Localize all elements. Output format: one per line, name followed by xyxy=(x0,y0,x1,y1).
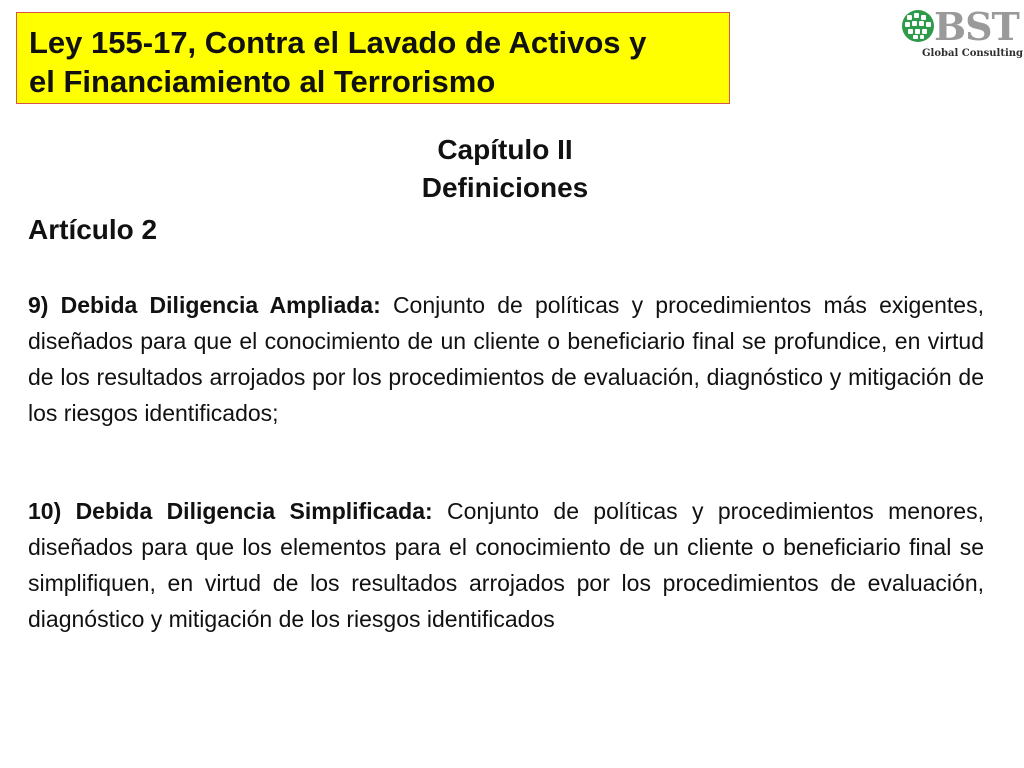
section-heading: Definiciones xyxy=(421,172,589,203)
definition-text: Conjunto de políticas y procedimientos más exigentes, diseñados para que el conocimiento de un cliente o beneficiario final se profundice, en virtud de los resultados arrojados por los procedimientos de evaluación, diagnóstico y mitigación de los riesgos identificados; xyxy=(28,292,984,426)
definition-paragraph xyxy=(28,493,984,637)
logo-brand-text: BST xyxy=(934,4,1019,49)
logo-tagline: Global Consulting xyxy=(922,48,1024,59)
definition-term: 9) Debida Diligencia Ampliada: xyxy=(28,292,381,318)
definition-term: 10) Debida Diligencia Simplificada: xyxy=(28,498,433,524)
definition-paragraph xyxy=(28,287,984,431)
definition-text: Conjunto de políticas y procedimientos menores, diseñados para que los elementos para el conocimiento de un cliente o beneficiario final se simplifiquen, en virtud de los resultados arrojados por los procedimientos de evaluación, diagnóstico y mitigación de los riesgos identificados xyxy=(28,498,984,632)
bst-logo xyxy=(896,4,1024,66)
globe-icon xyxy=(900,8,936,44)
article-heading: Artículo 2 xyxy=(28,214,158,245)
title-box xyxy=(16,12,730,104)
title-line-2: el Financiamiento al Terrorismo xyxy=(29,64,496,99)
title-line-1: Ley 155-17, Contra el Lavado de Activos y xyxy=(29,25,647,60)
chapter-heading: Capítulo II xyxy=(437,134,573,165)
